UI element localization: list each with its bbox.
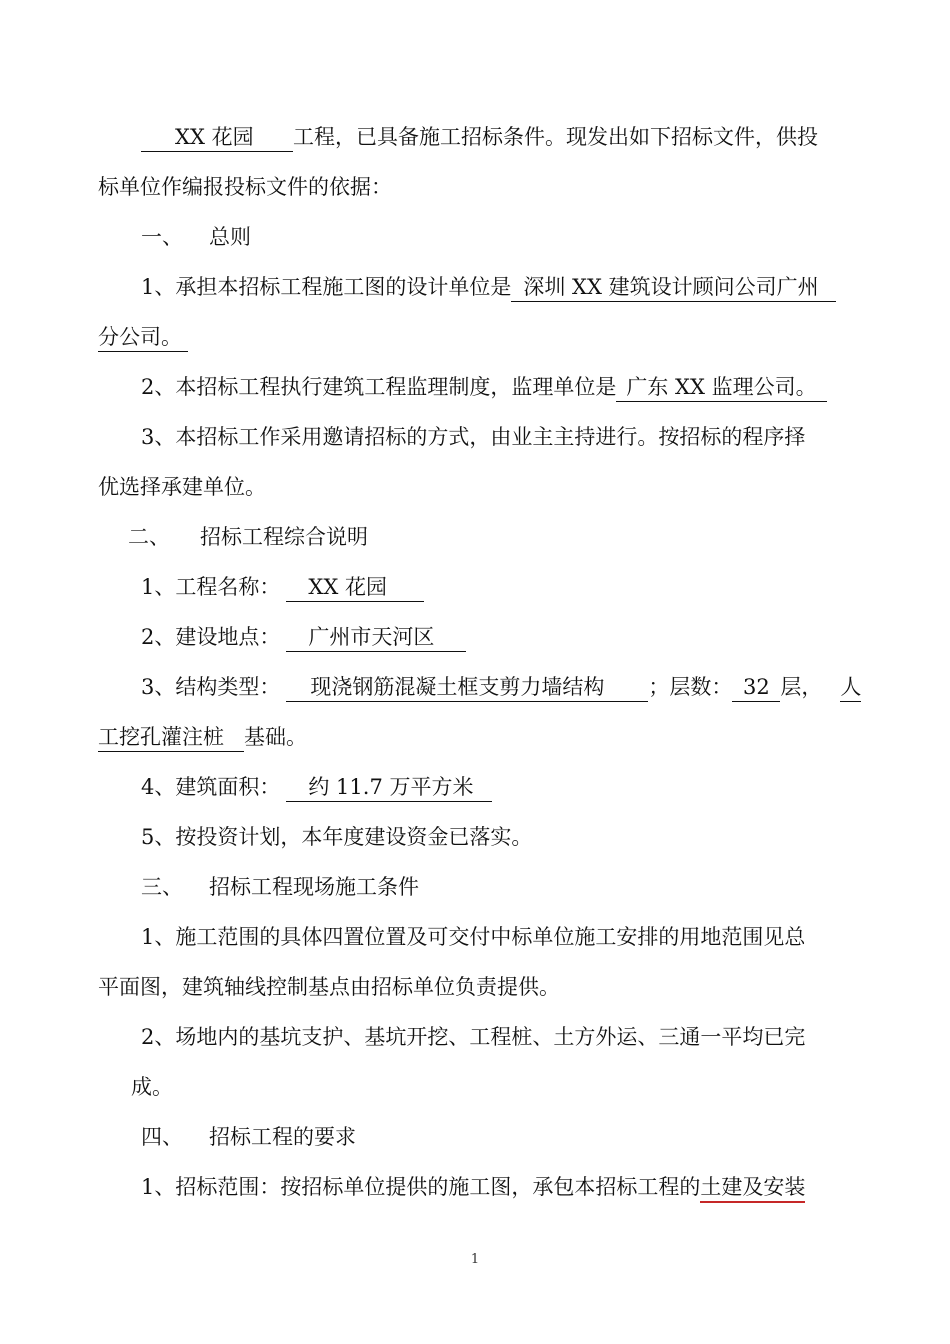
s1-item-2-prefix: 2、本招标工程执行建筑工程监理制度，监理单位是	[141, 375, 617, 399]
s1-item-1-prefix: 1、承担本招标工程施工图的设计单位是	[141, 275, 512, 299]
s3-item-1-text-a: 1、施工范围的具体四置位置及可交付中标单位施工安排的用地范围见总	[141, 925, 806, 949]
foundation-field-cont: 工挖孔灌注桩	[98, 723, 244, 752]
intro-line-2	[98, 172, 854, 202]
project-name-field: XX 花园	[286, 573, 424, 602]
intro-text-1: 工程，已具备施工招标条件。现发出如下招标文件，供投	[293, 125, 818, 149]
foundation-suffix: 基础。	[244, 725, 307, 749]
s4-item-1-prefix: 1、招标范围：按招标单位提供的施工图，承包本招标工程的	[141, 1175, 701, 1199]
floors-unit: 层，	[780, 675, 823, 699]
structure-type-field: 现浇钢筋混凝土框支剪力墙结构	[286, 673, 648, 702]
location-field: 广州市天河区	[286, 623, 466, 652]
section-title: 招标工程的要求	[209, 1125, 356, 1149]
area-field: 约 11.7 万平方米	[286, 773, 492, 802]
section-title: 招标工程综合说明	[200, 525, 368, 549]
s3-item-2-line-a	[141, 1022, 854, 1052]
intro-line-1	[141, 122, 854, 152]
s2-item-4	[141, 772, 854, 802]
s1-item-1-line-b	[98, 322, 854, 352]
s3-item-1-line-a	[141, 922, 854, 952]
s2-item-2	[141, 622, 854, 652]
floors-field: 32	[732, 673, 780, 702]
section-title: 总则	[209, 225, 251, 249]
s2-item-5	[141, 822, 854, 852]
section-1-heading	[141, 222, 854, 252]
s3-item-1-line-b	[98, 972, 854, 1002]
s2-item-3-line-b	[98, 722, 854, 752]
s3-item-1-text-b: 平面图，建筑轴线控制基点由招标单位负责提供。	[98, 975, 560, 999]
section-number: 一、	[141, 225, 183, 249]
section-2-heading	[128, 522, 884, 552]
s4-item-1	[141, 1172, 854, 1202]
supervision-unit-blank: 广东 XX 监理公司。	[616, 373, 827, 402]
intro-text-2: 标单位作编报投标文件的依据：	[98, 175, 392, 199]
s1-item-3-line-b	[98, 472, 854, 502]
s1-item-1-line-a	[141, 272, 854, 302]
section-number: 二、	[128, 525, 170, 549]
section-title: 招标工程现场施工条件	[209, 875, 419, 899]
field-label: 3、结构类型：	[141, 675, 281, 699]
section-3-heading	[141, 872, 854, 902]
s3-item-2-line-b	[131, 1072, 887, 1102]
s1-item-3-text-b: 优选择承建单位。	[98, 475, 266, 499]
field-label: 4、建筑面积：	[141, 775, 281, 799]
design-unit-blank-cont: 分公司。	[98, 323, 188, 352]
s2-item-1	[141, 572, 854, 602]
project-name-blank: XX 花园	[141, 123, 293, 152]
field-label: 2、建设地点：	[141, 625, 281, 649]
field-label: 1、工程名称：	[141, 575, 281, 599]
s3-item-2-text-a: 2、场地内的基坑支护、基坑开挖、工程桩、土方外运、三通一平均已完	[141, 1025, 806, 1049]
s3-item-2-text-b: 成。	[131, 1075, 173, 1099]
section-4-heading	[141, 1122, 854, 1152]
page-number: 1	[470, 1252, 480, 1267]
scope-highlight: 土建及安装	[700, 1173, 805, 1203]
section-number: 三、	[141, 875, 183, 899]
s2-item-3-line-a	[141, 672, 862, 702]
foundation-field: 人	[840, 673, 861, 702]
floors-label: ；层数：	[648, 675, 733, 699]
section-number: 四、	[141, 1125, 183, 1149]
design-unit-blank: 深圳 XX 建筑设计顾问公司广州	[511, 273, 836, 302]
s2-item-5-text: 5、按投资计划，本年度建设资金已落实。	[141, 825, 533, 849]
s1-item-3-line-a	[141, 422, 854, 452]
s1-item-2	[141, 372, 854, 402]
s1-item-3-text-a: 3、本招标工作采用邀请招标的方式，由业主主持进行。按招标的程序择	[141, 425, 806, 449]
